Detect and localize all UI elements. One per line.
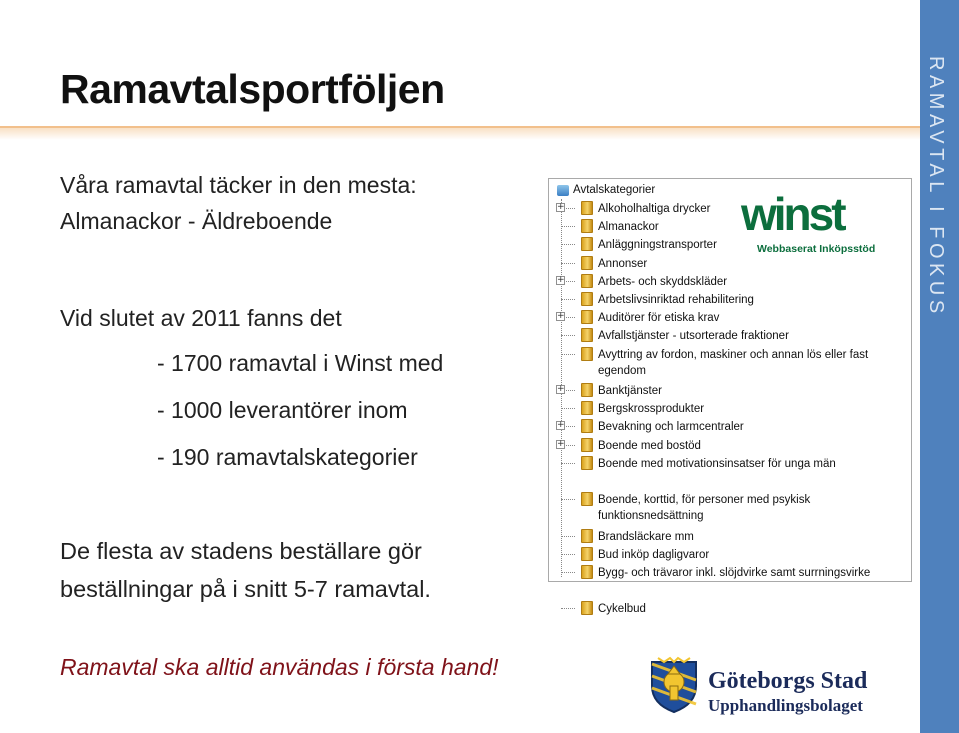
usage-line-2: beställningar på i snitt 5-7 ramavtal. [60, 576, 431, 602]
tree-branch-line [561, 463, 575, 464]
folder-icon [581, 492, 593, 506]
tree-item-label: Alkoholhaltiga drycker [598, 203, 711, 215]
tree-branch-line [561, 335, 575, 336]
folder-icon [581, 601, 593, 615]
stat-categories: - 190 ramavtalskategorier [157, 444, 418, 470]
tree-branch-line [561, 354, 575, 355]
tree-item-label: Bevakning och larmcentraler [598, 421, 744, 434]
intro-range: Almanackor - Äldreboende [60, 208, 333, 234]
tree-item-label: Boende med bostöd [598, 439, 701, 452]
tree-item-label: Annonser [598, 257, 648, 270]
folder-icon [581, 438, 593, 452]
expand-plus-icon[interactable]: + [557, 311, 565, 322]
side-label: RAMAVTAL I FOKUS [925, 56, 947, 318]
tree-branch-line [561, 554, 575, 555]
folder-icon [581, 456, 593, 470]
folder-icon [581, 256, 593, 270]
folder-icon [581, 328, 593, 342]
folder-icon [581, 292, 593, 306]
tree-item[interactable] [549, 455, 909, 491]
tree-branch-line [561, 408, 575, 409]
tree-item[interactable] [549, 273, 909, 291]
folder-icon [581, 237, 593, 251]
tree-item-label: Arbets- och skyddskläder [598, 275, 728, 288]
tree-branch-line [561, 299, 575, 300]
folder-icon [581, 274, 593, 288]
folder-icon [581, 201, 593, 215]
stat-contracts: - 1700 ramavtal i Winst med [157, 350, 444, 376]
tree-item[interactable] [549, 600, 909, 618]
tree-branch-line [561, 572, 575, 573]
tree-item[interactable] [549, 491, 909, 527]
tree-root[interactable] [557, 182, 655, 198]
tree-branch-line [561, 226, 575, 227]
expand-plus-icon[interactable]: + [557, 274, 565, 285]
tree-item[interactable] [549, 327, 909, 345]
usage-line-1: De flesta av stadens beställare gör [60, 538, 422, 564]
tree-item-label: Boende, korttid, för personer med psykisk funktionsnedsättning [598, 494, 811, 523]
expand-plus-icon[interactable]: + [557, 384, 565, 394]
tree-item[interactable] [549, 437, 909, 455]
tree-root-label: Avtalskategorier [573, 184, 656, 196]
tree-item[interactable] [549, 291, 909, 309]
folder-icon [581, 547, 593, 561]
goteborg-crest-icon [648, 656, 700, 714]
tree-item-label: Almanackor [598, 221, 659, 234]
tree-item-label: Bud inköp dagligvaror [598, 548, 710, 561]
org-name: Göteborgs Stad [708, 668, 868, 694]
tree-item-label: Brandsläckare mm [598, 530, 694, 543]
tree-item[interactable] [549, 309, 909, 327]
folder-icon [581, 347, 593, 361]
tree-item-label: Bygg- och trävaror inkl. slöjdvirke samt surrningsvirke [598, 567, 871, 579]
tree-branch-line [561, 608, 575, 609]
tree-item[interactable] [549, 418, 909, 436]
tree-item-label: Banktjänster [598, 385, 662, 397]
tree-root-icon [557, 185, 569, 196]
folder-icon [581, 419, 593, 433]
stats-intro: Vid slutet av 2011 fanns det [60, 305, 342, 331]
side-band [920, 0, 959, 733]
slide-title: Ramavtalsportföljen [60, 66, 445, 112]
title-underline-glow [0, 126, 920, 140]
tree-item[interactable] [549, 528, 909, 546]
folder-icon [581, 219, 593, 233]
tree-item[interactable] [549, 346, 909, 382]
title-underline [0, 126, 920, 128]
folder-icon [581, 565, 593, 579]
tree-item[interactable] [549, 564, 909, 600]
org-unit: Upphandlingsbolaget [708, 696, 863, 715]
winst-wordmark: winst [741, 188, 844, 240]
expand-plus-icon[interactable]: + [557, 438, 565, 449]
tree-item-label: Avfallstjänster - utsorterade fraktioner [598, 330, 789, 343]
tree-item[interactable] [549, 400, 909, 418]
tree-branch-line [561, 263, 575, 264]
folder-icon [581, 310, 593, 324]
folder-icon [581, 401, 593, 415]
tree-branch-line [561, 499, 575, 500]
tree-branch-line [561, 244, 575, 245]
winst-tagline: Webbaserat Inköpsstöd [757, 243, 876, 255]
intro-line: Våra ramavtal täcker in den mesta: [60, 172, 417, 198]
tree-item[interactable] [549, 546, 909, 564]
folder-icon [581, 383, 593, 397]
expand-plus-icon[interactable]: + [557, 202, 565, 212]
winst-logo [741, 188, 891, 263]
tree-item-label: Boende med motivationsinsatser för unga män [598, 457, 836, 470]
tree-item-label: Arbetslivsinriktad rehabilitering [598, 294, 754, 306]
tree-branch-line [561, 536, 575, 537]
tree-item-label: Anläggningstransporter [598, 239, 717, 252]
emphasis-statement: Ramavtal ska alltid användas i första hand! [60, 654, 499, 680]
tree-item-label: Avyttring av fordon, maskiner och annan lös eller fast egendom [598, 348, 869, 377]
tree-item[interactable] [549, 382, 909, 400]
expand-plus-icon[interactable]: + [557, 420, 565, 431]
tree-item-label: Auditörer för etiska krav [598, 312, 720, 325]
tree-item-label: Cykelbud [598, 603, 646, 616]
tree-item-label: Bergskrossprodukter [598, 403, 705, 416]
folder-icon [581, 529, 593, 543]
stat-suppliers: - 1000 leverantörer inom [157, 397, 408, 423]
